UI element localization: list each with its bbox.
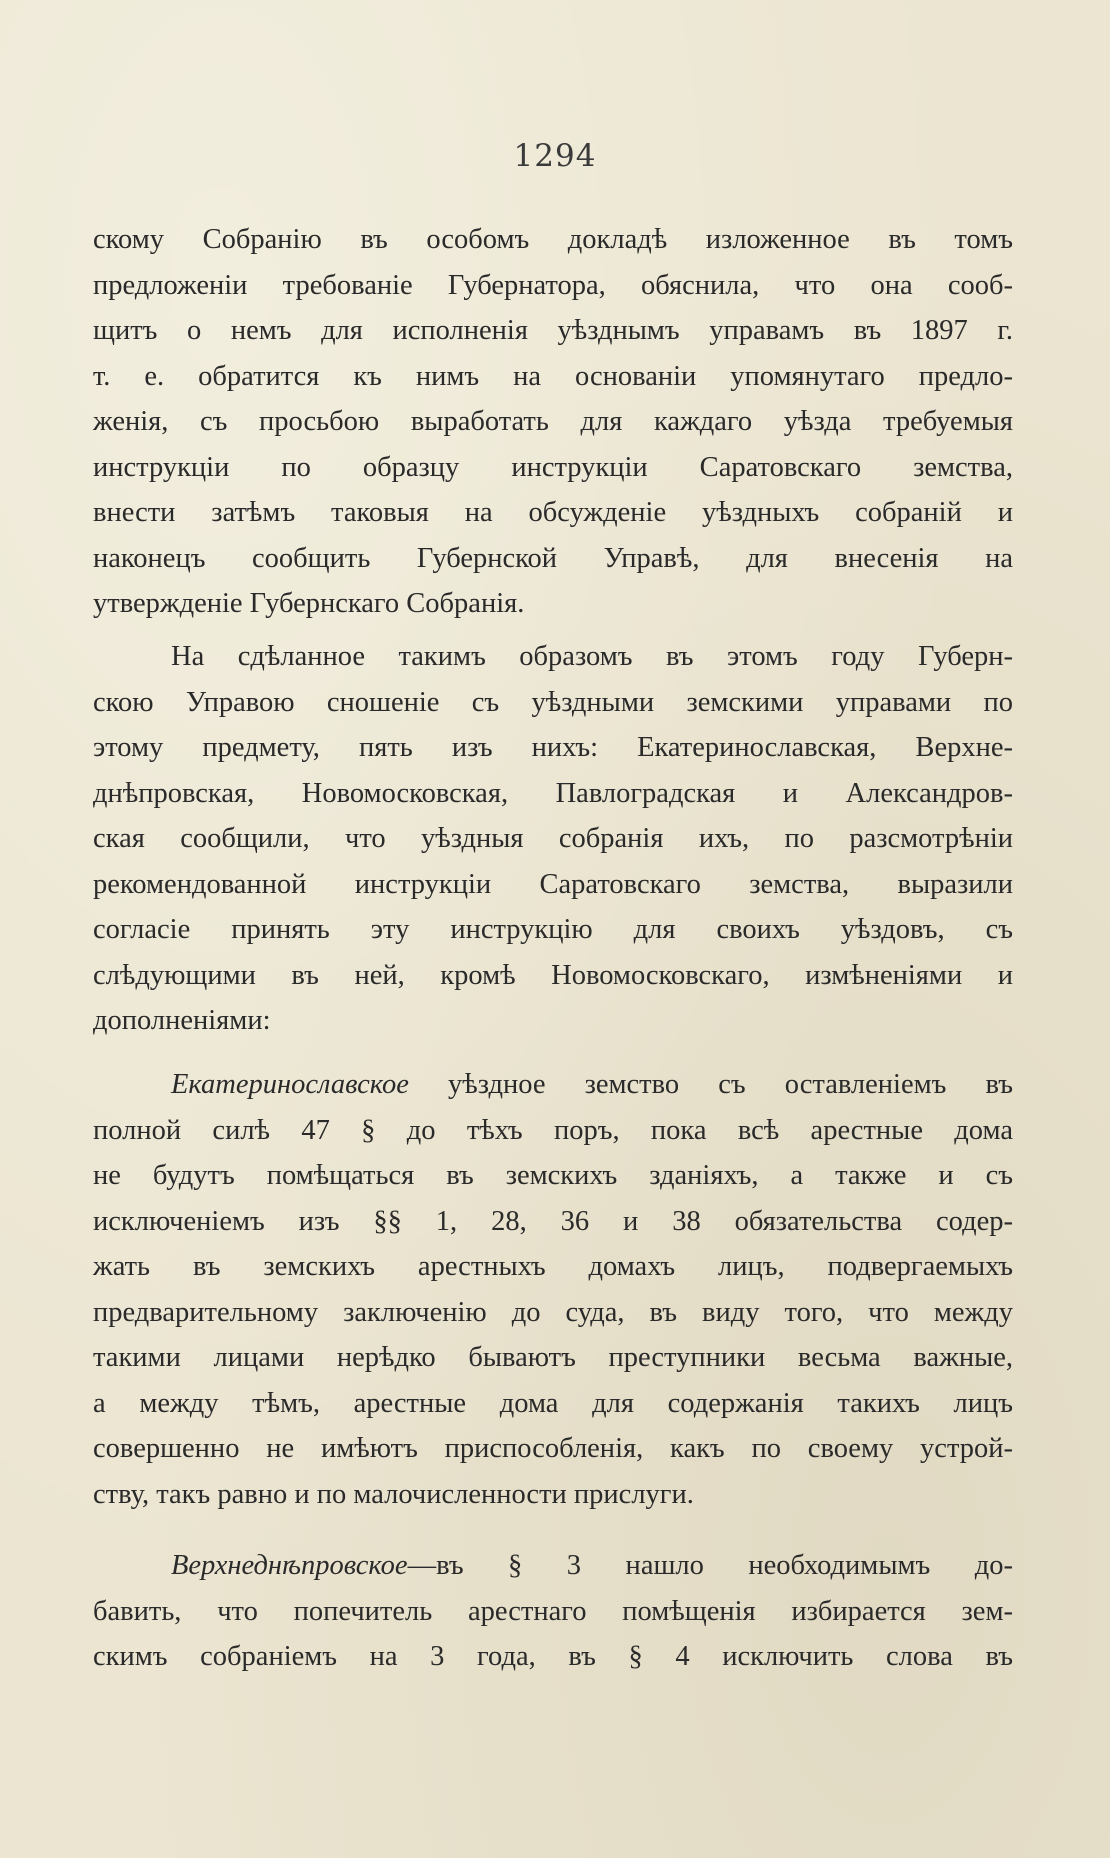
text-line: скою Управою сношеніе съ уѣздными земскими управами по: [93, 686, 1013, 718]
text-line: слѣдующими въ ней, кромѣ Новомосковскаго, измѣненіями и: [93, 959, 1013, 991]
text-line: исключеніемъ изъ §§ 1, 28, 36 и 38 обязательства содер-: [93, 1205, 1013, 1237]
paragraph-2: [93, 634, 1013, 1044]
text-line: предварительному заключенію до суда, въ виду того, что между: [93, 1296, 1013, 1328]
text-line: полной силѣ 47 § до тѣхъ поръ, пока всѣ арестные дома: [93, 1114, 1013, 1146]
text-line: совершенно не имѣютъ приспособленія, какъ по своему устрой-: [93, 1433, 1013, 1464]
text-line: согласіе принять эту инструкцію для своихъ уѣздовъ, съ: [93, 914, 1013, 945]
line-rest: уѣздное земство съ оставленіемъ въ: [408, 1069, 1013, 1100]
text-line: женія, съ просьбою выработать для каждаго уѣзда требуемыя: [93, 406, 1013, 437]
text-line: скимъ собраніемъ на 3 года, въ § 4 исключить слова въ: [93, 1641, 1013, 1672]
page-number: 1294: [513, 138, 597, 174]
text-line: наконецъ сообщить Губернской Управѣ, для внесенія на: [93, 542, 1013, 574]
text-line: такими лицами нерѣдко бываютъ преступники весьма важные,: [93, 1342, 1013, 1373]
paragraph-3: [93, 1062, 1013, 1517]
text-line: жать въ земскихъ арестныхъ домахъ лицъ, подвергаемыхъ: [93, 1251, 1013, 1282]
paragraph-1: [93, 217, 1013, 627]
text-line: ская сообщили, что уѣздныя собранія ихъ, по разсмотрѣніи: [93, 823, 1013, 854]
text-line: днѣпровская, Новомосковская, Павлоградская и Александров-: [93, 777, 1013, 809]
text-line: ству, такъ равно и по малочисленности прислуги.: [93, 1478, 694, 1510]
text-line: щитъ о немъ для исполненія уѣзднымъ управамъ въ 1897 г.: [93, 315, 1013, 346]
paragraph-4: [93, 1543, 1013, 1680]
district-name-italic: Екатеринославское: [171, 1069, 409, 1100]
text-line: утвержденіе Губернскаго Собранія.: [93, 588, 525, 619]
text-line: рекомендованной инструкціи Саратовскаго земства, выразили: [93, 868, 1013, 900]
text-line: внести затѣмъ таковыя на обсужденіе уѣздныхъ собраній и: [93, 497, 1013, 528]
text-line: дополненіями:: [93, 1005, 271, 1036]
text-line: [93, 1543, 1013, 1589]
text-line: не будутъ помѣщаться въ земскихъ зданіяхъ, а также и съ: [93, 1160, 1013, 1191]
text-line: инструкціи по образцу инструкціи Саратовскаго земства,: [93, 451, 1013, 483]
text-line: На сдѣланное такимъ образомъ въ этомъ году Губерн-: [171, 641, 1013, 672]
text-line: т. е. обратится къ нимъ на основаніи упомянутаго предло-: [93, 360, 1013, 392]
text-line: а между тѣмъ, арестные дома для содержанія такихъ лицъ: [93, 1387, 1013, 1419]
text-line: бавить, что попечитель арестнаго помѣщенія избирается зем-: [93, 1595, 1013, 1627]
district-name-italic: Верхнеднѣпровское: [171, 1550, 408, 1581]
text-line: предложеніи требованіе Губернатора, обяснила, что она сооб-: [93, 269, 1013, 301]
line-rest: —въ § 3 нашло необходимымъ до-: [407, 1550, 1013, 1581]
text-line: этому предмету, пять изъ нихъ: Екатеринославская, Верхне-: [93, 732, 1013, 763]
text-line: [93, 1062, 1013, 1108]
text-line: скому Собранію въ особомъ докладѣ изложенное въ томъ: [93, 224, 1013, 255]
